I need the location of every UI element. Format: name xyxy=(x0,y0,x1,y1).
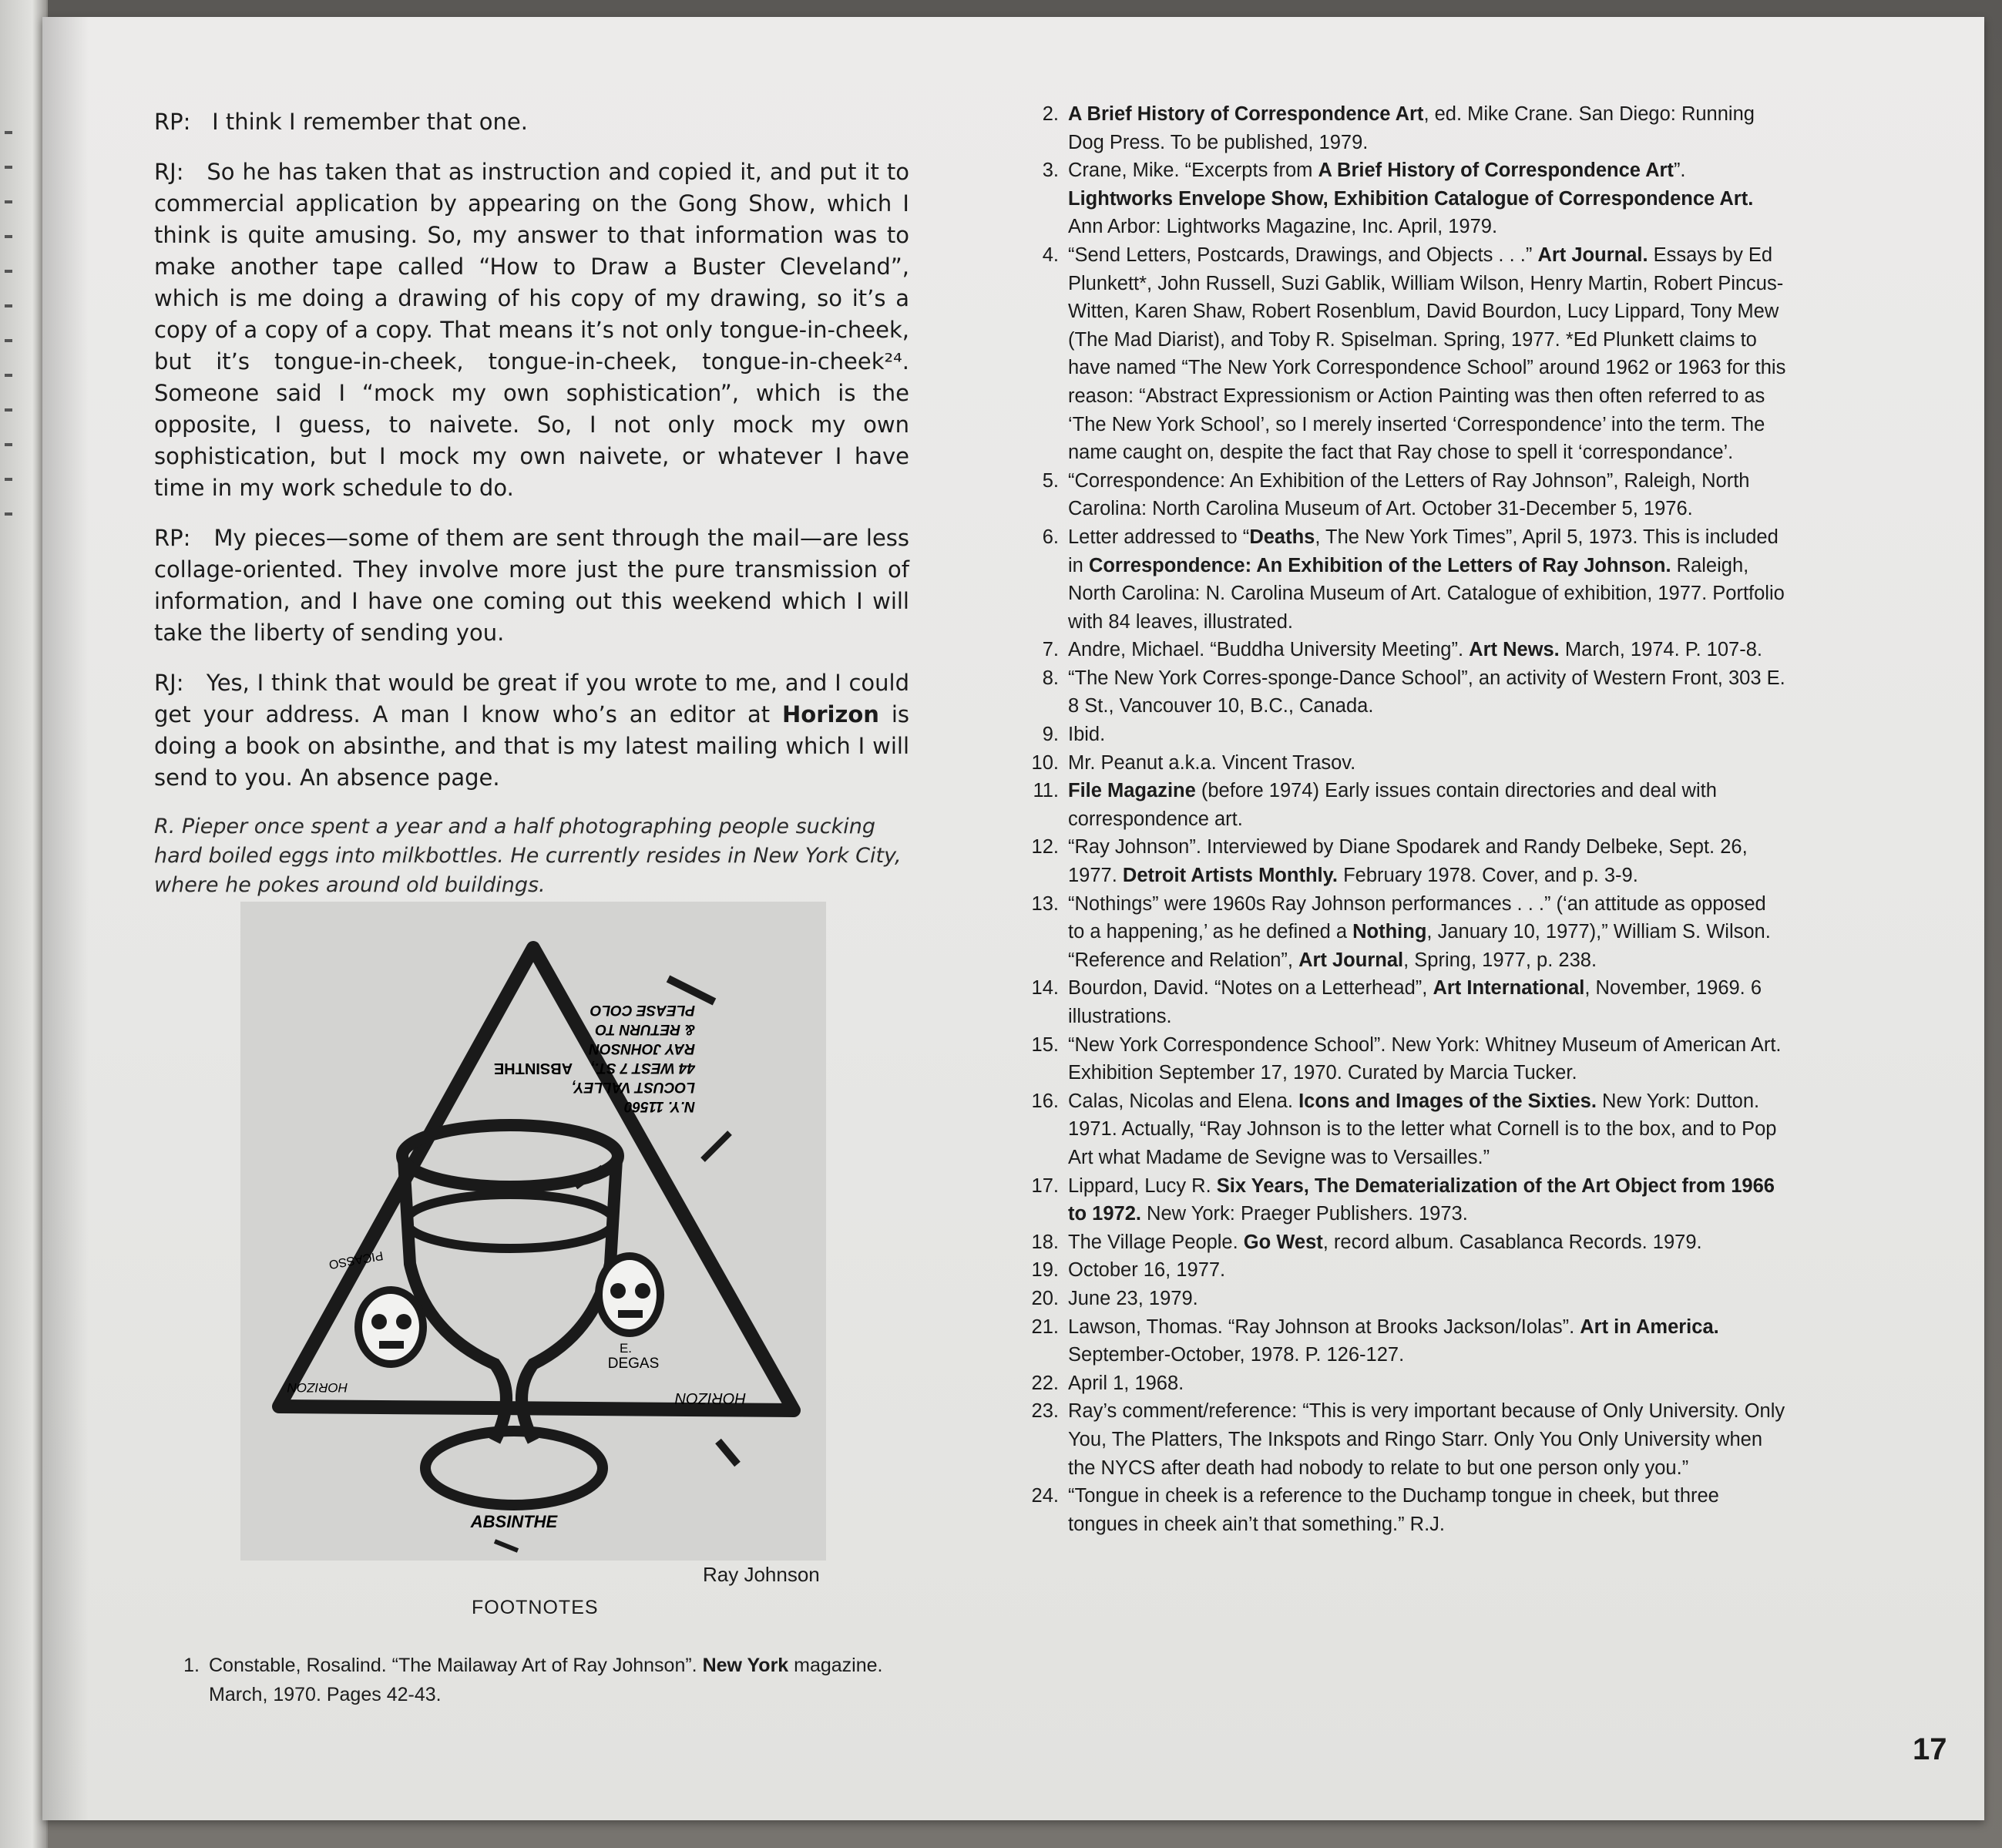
label-degas: DEGAS xyxy=(607,1356,660,1372)
footnote-text-run: Letter addressed to “ xyxy=(1068,526,1250,548)
footnote-text xyxy=(1068,721,1788,749)
footnote-number: 20. xyxy=(1031,1287,1059,1309)
footnote-text-run: “Send Letters, Postcards, Drawings, and Objects . . .” xyxy=(1068,244,1538,266)
speaker-label: RJ: xyxy=(154,159,184,185)
footnote-bold-title: A Brief History of Correspondence Art xyxy=(1068,103,1424,125)
paragraph-text: My pieces—some of them are sent through the mail—are less collage-oriented. They involve more just the pure transmission of information, and I have one coming out this weekend which I will take the liberty of sending you. xyxy=(154,525,910,646)
label-horizon-left: HORIZON xyxy=(287,1380,348,1395)
footnote-text-run: Lippard, Lucy R. xyxy=(1068,1174,1217,1197)
address-line: 44 WEST 7 ST., xyxy=(590,1060,695,1076)
label-initial: E. xyxy=(619,1341,633,1356)
previous-page-edge xyxy=(0,0,48,1848)
speaker-label: RJ: xyxy=(154,670,184,696)
footnote-text-run: “The New York Corres-sponge-Dance School”, an activity of Western Front, 303 E. 8 St., Vancouver 10, B.C., Canada. xyxy=(1068,667,1785,717)
footnote-bold-title: Go West xyxy=(1243,1231,1323,1253)
footnote-text xyxy=(1068,1313,1788,1369)
footnote-item xyxy=(1025,1313,1788,1369)
footnote-number: 9. xyxy=(1042,724,1059,746)
footnote-item xyxy=(1025,100,1788,156)
footnote-item xyxy=(1025,241,1788,467)
footnote-text xyxy=(1068,1256,1788,1285)
footnote-bold-title: Art News. xyxy=(1469,639,1560,661)
footnote-number: 18. xyxy=(1031,1231,1059,1253)
footnote-number: 11. xyxy=(1033,780,1059,802)
footnote-item xyxy=(1025,523,1788,636)
footnote-number: 10. xyxy=(1031,751,1059,774)
footnote-number: 6. xyxy=(1042,526,1059,548)
footnote-text-run: September-October, 1978. P. 126-127. xyxy=(1068,1344,1405,1366)
footnote-number: 13. xyxy=(1031,892,1059,915)
interview-column xyxy=(154,106,909,900)
footnote-text-run: “Nothings” were 1960s Ray Johnson performances . . .” (‘an attitude as opposed to a happening,’ as he defined a xyxy=(1068,892,1766,943)
footnote-text xyxy=(1068,523,1788,636)
footnote-text xyxy=(1068,1031,1788,1087)
footnote-text-run: , The New York Times”, April 5, 1973. This is included in xyxy=(1068,526,1779,576)
footnote-text-run: Bourdon, David. “Notes on a Letterhead”, xyxy=(1068,977,1433,1000)
footnote-text xyxy=(1068,1087,1788,1172)
footnote-item xyxy=(1025,1228,1788,1257)
footnote-text-run: “Ray Johnson”. Interviewed by Diane Spodarek and Randy Delbeke, Sept. 26, 1977. xyxy=(1068,836,1748,887)
footnote-text-run: Ray’s comment/reference: “This is very important because of Only University. Only You, The Platters, The Inkspots and Ringo Starr. Only You Only University when the NYCS after death had nobody to relate to but one person only you.” xyxy=(1068,1400,1785,1479)
footnote-item xyxy=(1025,1397,1788,1482)
footnote-bold-title: Art International xyxy=(1433,977,1585,1000)
footnote-text-run: Calas, Nicolas and Elena. xyxy=(1068,1090,1299,1112)
footnote-bold-title: New York xyxy=(702,1655,789,1676)
footnote-text xyxy=(1068,156,1788,241)
footnote-text-run: Ibid. xyxy=(1068,724,1106,746)
footnote-number: 23. xyxy=(1031,1400,1059,1423)
footnote-text-run: , record album. Casablanca Records. 1979. xyxy=(1322,1231,1702,1253)
footnote-text xyxy=(1068,1369,1788,1398)
footnote-text-run: Constable, Rosalind. “The Mailaway Art of Ray Johnson”. xyxy=(209,1655,703,1676)
footnote-number: 16. xyxy=(1031,1090,1059,1112)
footnote-text-run: Raleigh, North Carolina: N. Carolina Museum of Art. Catalogue of exhibition, 1977. Portfolio with 84 leaves, illustrated. xyxy=(1068,554,1785,633)
address-line: RAY JOHNSON xyxy=(589,1040,695,1057)
footnote-number: 5. xyxy=(1042,469,1059,492)
footnote-text-run: Ann Arbor: Lightworks Magazine, Inc. April, 1979. xyxy=(1068,216,1498,238)
footnote-text xyxy=(1068,1397,1788,1482)
speaker-label: RP: xyxy=(154,525,191,551)
footnote-text-run: February 1978. Cover, and p. 3-9. xyxy=(1338,865,1638,887)
footnote-text xyxy=(1068,1482,1788,1538)
ray-johnson-artwork xyxy=(240,902,826,1561)
interview-paragraph-2 xyxy=(154,156,909,504)
footnote-text-run: New York: Praeger Publishers. 1973. xyxy=(1140,1203,1468,1225)
page-spine-shadow xyxy=(42,17,89,1820)
footnote-text-run: March, 1974. P. 107-8. xyxy=(1559,639,1762,661)
footnote-text-run: , Spring, 1977, p. 238. xyxy=(1403,949,1597,971)
footnote-text xyxy=(1068,974,1788,1030)
footnote-item xyxy=(1025,467,1788,523)
footnote-number: 22. xyxy=(1031,1372,1059,1394)
interview-paragraph-3 xyxy=(154,522,909,649)
footnotes-heading: FOOTNOTES xyxy=(472,1597,599,1618)
footnote-text-run: The Village People. xyxy=(1068,1231,1244,1253)
footnote-text-run: , November, 1969. 6 illustrations. xyxy=(1068,977,1762,1027)
footnote-number: 12. xyxy=(1031,836,1059,858)
footnote-item xyxy=(1025,890,1788,975)
footnote-text-run: Mr. Peanut a.k.a. Vincent Trasov. xyxy=(1068,751,1356,774)
footnote-text-run: October 16, 1977. xyxy=(1068,1259,1226,1282)
footnote-item xyxy=(1025,1482,1788,1538)
footnote-text-run: New York: Dutton. 1971. Actually, “Ray Johnson is to the letter what Cornell is to the box, and to Pop Art what Madame de Sevigne was to Versailles.” xyxy=(1068,1090,1777,1168)
footnote-item xyxy=(1025,833,1788,889)
footnote-bold-title: A Brief History of Correspondence Art xyxy=(1318,160,1674,182)
footnote-number: 24. xyxy=(1031,1485,1059,1507)
address-line: N.Y. 11560 xyxy=(624,1098,695,1114)
footnote-bold-title: Art Journal xyxy=(1298,949,1404,971)
footnote-text-run: April 1, 1968. xyxy=(1068,1372,1184,1394)
footnote-item xyxy=(1025,1031,1788,1087)
footnote-item xyxy=(166,1651,921,1709)
footnote-text-run: ”. xyxy=(1673,160,1686,182)
footnote-text xyxy=(1068,777,1788,833)
footnote-text-run: (before 1974) Early issues contain directories and deal with correspondence art. xyxy=(1068,780,1717,830)
interview-paragraph-4 xyxy=(154,667,909,794)
footnotes-right-column xyxy=(1025,100,1788,1538)
footnote-text-run: magazine. March, 1970. Pages 42-43. xyxy=(209,1655,883,1705)
interview-paragraph-1 xyxy=(154,106,909,138)
footnote-bold-title: Lightworks Envelope Show, Exhibition Catalogue of Correspondence Art. xyxy=(1068,187,1754,210)
footnote-number: 4. xyxy=(1042,244,1059,266)
footnote-text xyxy=(1068,467,1788,523)
footnote-item xyxy=(1025,777,1788,833)
author-bio: R. Pieper once spent a year and a half photographing people sucking hard boiled eggs into milkbottles. He currently resides in New York City, where he pokes around old buildings. xyxy=(154,815,902,897)
label-picasso: PICASSO xyxy=(328,1248,385,1272)
footnote-item xyxy=(1025,1087,1788,1172)
horizon-title: Horizon xyxy=(782,701,879,727)
footnote-text xyxy=(1068,100,1788,156)
footnote-text-run: Andre, Michael. “Buddha University Meeting”. xyxy=(1068,639,1470,661)
footnote-bold-title: Correspondence: An Exhibition of the Letters of Ray Johnson. xyxy=(1088,554,1671,576)
footnote-number: 17. xyxy=(1031,1174,1059,1197)
address-line: & RETURN TO xyxy=(595,1021,695,1037)
footnotes-left-column xyxy=(166,1651,921,1709)
footnote-text-run: “Correspondence: An Exhibition of the Letters of Ray Johnson”, Raleigh, North Carolina: North Carolina Museum of Art. October 31-December 5, 1976. xyxy=(1068,469,1750,520)
footnote-item xyxy=(1025,1285,1788,1313)
paragraph-text: So he has taken that as instruction and copied it, and put it to commercial application by appearing on the Gong Show, which I think is quite amusing. So, my answer to that information was to make another tape called “How to Draw a Buster Cleveland”, which is me doing a drawing of his copy of my drawing, so it’s a copy of a copy of a copy. That means it’s not only tongue-in-cheek, but it’s tongue-in-cheek, tongue-in-cheek, tongue-in-cheek²⁴. Someone said I “mock my own sophistication”, which is the opposite, I guess, to naivete. So, I not only mock my own sophistication, but I mock my own naivete, or whatever I have time in my work schedule to do. xyxy=(154,159,909,501)
footnote-bold-title: File Magazine xyxy=(1068,780,1196,802)
label-absinthe-bottom: ABSINTHE xyxy=(470,1512,558,1531)
footnote-text xyxy=(1068,1228,1788,1257)
page-number: 17 xyxy=(1913,1732,1947,1766)
footnote-number: 15. xyxy=(1031,1033,1059,1056)
footnote-number: 21. xyxy=(1031,1315,1059,1338)
footnote-text-run: “New York Correspondence School”. New York: Whitney Museum of American Art. Exhibition September 17, 1970. Curated by Marcia Tucker. xyxy=(1068,1033,1782,1084)
paragraph-text: is doing a book on absinthe, and that is my latest mailing which I will send to you. An absence page. xyxy=(154,701,909,791)
footnote-number: 8. xyxy=(1042,667,1059,689)
footnote-text-run: Crane, Mike. “Excerpts from xyxy=(1068,160,1318,182)
footnote-bold-title: Art Journal. xyxy=(1537,244,1648,266)
speaker-label: RP: xyxy=(154,109,191,135)
footnote-text-run: , January 10, 1977),” William S. Wilson. “Reference and Relation”, xyxy=(1068,921,1771,971)
footnote-bold-title: Nothing xyxy=(1352,921,1427,943)
footnote-bold-title: Deaths xyxy=(1249,526,1315,548)
footnote-item xyxy=(1025,1256,1788,1285)
footnote-item xyxy=(1025,721,1788,749)
footnote-text-run: June 23, 1979. xyxy=(1068,1287,1198,1309)
footnote-item xyxy=(1025,974,1788,1030)
footnote-text-run: Essays by Ed Plunkett*, John Russell, Suzi Gablik, William Wilson, Henry Martin, Robert Pincus-Witten, Karen Shaw, Robert Rosenblum, David Bourdon, Lucy Lippard, Tony Mew (The Mad Diarist), and Toby R. Spiselman. Spring, 1977. *Ed Plunkett claims to have named “The New York Correspondence School” around 1962 or 1963 for this reason: “Abstract Expressionism or Action Painting was then often referred to as ‘The New York School’, so I merely inserted ‘Correspondence’ into the term. The name caught on, despite the fact that Ray chose to spell it ‘correspondance’. xyxy=(1068,244,1786,464)
footnote-number: 19. xyxy=(1031,1259,1059,1282)
footnote-item xyxy=(1025,636,1788,664)
footnote-text-run: Lawson, Thomas. “Ray Johnson at Brooks Jackson/Iolas”. xyxy=(1068,1315,1580,1338)
footnote-number: 2. xyxy=(1042,103,1059,125)
footnote-bold-title: Detroit Artists Monthly. xyxy=(1122,865,1338,887)
paragraph-text: Yes, I think that would be great if you wrote to me, and I could get your address. A man I know who’s an editor at xyxy=(154,670,910,727)
footnote-number: 14. xyxy=(1031,977,1059,1000)
footnote-text xyxy=(1068,890,1788,975)
footnote-text xyxy=(1068,664,1788,721)
footnote-number: 3. xyxy=(1042,160,1059,182)
footnote-bold-title: Art in America. xyxy=(1580,1315,1719,1338)
paragraph-text: I think I remember that one. xyxy=(212,109,528,135)
footnote-text xyxy=(1068,833,1788,889)
footnote-text xyxy=(1068,636,1788,664)
footnote-item xyxy=(1025,1369,1788,1398)
footnote-text xyxy=(1068,749,1788,778)
footnote-text xyxy=(1068,241,1788,467)
footnote-item xyxy=(1025,1172,1788,1228)
footnote-bold-title: Icons and Images of the Sixties. xyxy=(1298,1090,1597,1112)
label-horizon: HORIZON xyxy=(674,1389,747,1406)
footnote-bold-title: Six Years, The Dematerialization of the Art Object from 1966 to 1972. xyxy=(1068,1174,1775,1225)
footnote-text xyxy=(1068,1285,1788,1313)
label-absinthe-top: ABSINTHE xyxy=(493,1060,573,1077)
address-line: PLEASE COLO xyxy=(590,1002,695,1018)
footnote-item xyxy=(1025,664,1788,721)
address-line: LOCUST VALLEY, xyxy=(571,1079,695,1095)
footnote-number: 1. xyxy=(183,1655,200,1676)
footnote-text-run: “Tongue in cheek is a reference to the Duchamp tongue in cheek, but three tongues in cheek ain’t that something.” R.J. xyxy=(1068,1485,1719,1535)
mask-right xyxy=(599,1256,660,1333)
footnote-item xyxy=(1025,749,1788,778)
mask-left xyxy=(358,1290,423,1364)
footnote-text-run: , ed. Mike Crane. San Diego: Running Dog Press. To be published, 1979. xyxy=(1068,103,1755,153)
footnote-item xyxy=(1025,156,1788,241)
footnote-number: 7. xyxy=(1042,639,1059,661)
footnote-text xyxy=(1068,1172,1788,1228)
footnote-text xyxy=(209,1651,921,1709)
artwork-caption: Ray Johnson xyxy=(703,1563,820,1586)
